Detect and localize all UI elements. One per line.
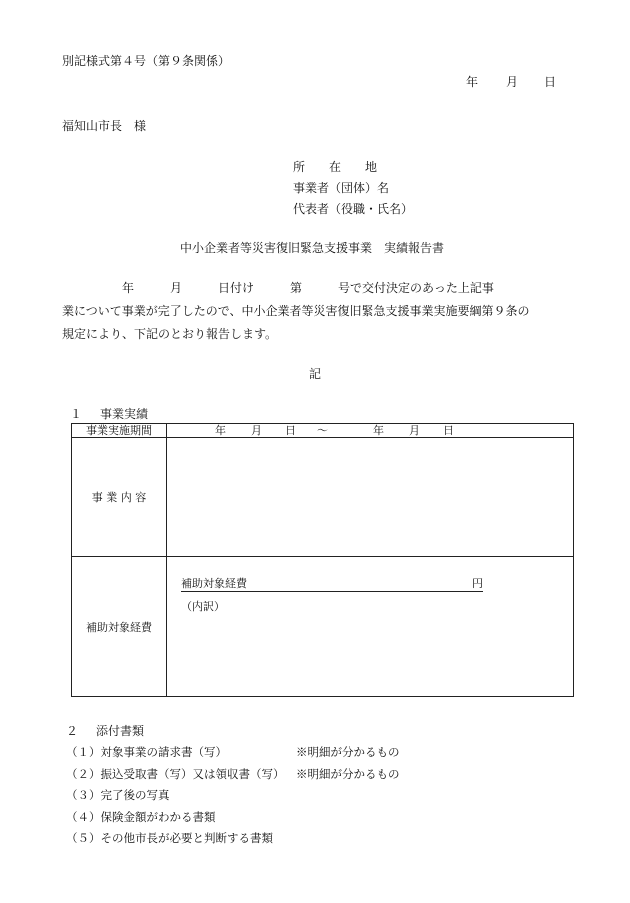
document-title: 中小企業者等災害復旧緊急支援事業 実績報告書 (180, 241, 445, 255)
list-item (66, 764, 400, 786)
body-line-3: 規定により、下記のとおり報告します。 (62, 327, 278, 341)
report-body (62, 277, 582, 346)
list-item (66, 807, 285, 829)
cost-label: 補助対象経費 (72, 557, 167, 697)
section-2-number: ２ (66, 724, 79, 738)
cost-field[interactable] (167, 557, 574, 697)
period-day-1: 日 (285, 424, 296, 437)
cost-breakdown-label: （内訳） (181, 600, 225, 613)
submission-date (466, 73, 556, 90)
date-day: 日 (544, 75, 557, 89)
attachment-text: （４）保険金額がわかる書類 (66, 809, 216, 824)
period-field[interactable] (167, 424, 574, 438)
attachment-text: （３）完了後の写真 (66, 788, 170, 802)
sender-block (293, 157, 413, 220)
attachment-note: ※明細が分かるもの (296, 766, 400, 781)
body-line-1: 年 月 日付け 第 号で交付決定のあった上記事 (62, 281, 494, 295)
body-line-2: 業について事業が完了したので、中小企業者等災害復旧緊急支援事業実施要綱第９条の (62, 304, 530, 318)
section-1-heading (70, 405, 148, 422)
period-year-1: 年 (215, 424, 226, 437)
attachment-note: ※明細が分かるもの (296, 745, 400, 759)
table-row (72, 557, 574, 697)
section-1-number: １ (70, 407, 83, 421)
table-row (72, 424, 574, 438)
section-1-title: 事業実績 (100, 407, 149, 421)
section-2-title: 添付書類 (96, 724, 145, 738)
cost-unit: 円 (472, 577, 483, 590)
period-year-2: 年 (373, 424, 384, 437)
business-name-label: 事業者（団体）名 (293, 181, 390, 195)
cost-line-label: 補助対象経費 (181, 577, 247, 590)
attachment-text: （２）振込受取書（写）又は領収書（写） (66, 766, 285, 781)
content-field[interactable] (167, 438, 574, 557)
results-table (71, 423, 574, 697)
attachment-list (66, 742, 400, 850)
list-item (66, 828, 285, 850)
list-item (66, 785, 285, 807)
attachment-text: （５）その他市長が必要と判断する書類 (66, 831, 273, 845)
content-label: 事 業 内 容 (72, 438, 167, 557)
period-month-2: 月 (409, 424, 420, 437)
date-year: 年 (466, 75, 479, 89)
period-label: 事業実施期間 (72, 424, 167, 438)
table-row (72, 438, 574, 557)
period-day-2: 日 (443, 424, 454, 437)
cost-amount-line (181, 577, 483, 592)
list-item (66, 742, 400, 764)
period-tilde: ～ (317, 424, 328, 437)
representative-label: 代表者（役職・氏名） (293, 202, 414, 216)
form-number: 別記様式第４号（第９条関係） (62, 54, 231, 68)
date-month: 月 (506, 75, 519, 89)
section-2-heading (66, 722, 144, 739)
attachment-text: （１）対象事業の請求書（写） (66, 745, 227, 759)
ki-marker: 記 (309, 367, 322, 381)
addressee: 福知山市長 様 (62, 119, 147, 133)
period-month-1: 月 (251, 424, 262, 437)
address-label: 所 在 地 (293, 160, 378, 174)
